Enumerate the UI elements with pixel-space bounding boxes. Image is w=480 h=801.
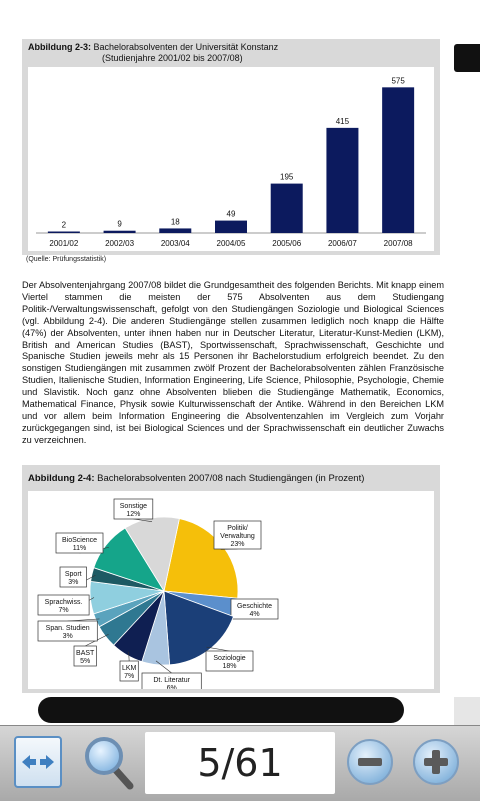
page-indicator[interactable] — [145, 732, 335, 794]
pie-label: Soziologie 18% — [213, 655, 245, 670]
bar-chart-area — [28, 67, 434, 251]
bar-value-label: 2 — [62, 221, 67, 230]
search-button[interactable] — [80, 732, 138, 794]
body-paragraph: Der Absolventenjahrgang 2007/08 bildet die Grundgesamtheit des folgenden Berichts. Mit knapp einem Viertel stammen die meisten der 575 Absolventen aus dem Studiengang Politik-/Verwaltungswissenschaft, gefolgt von den Studiengängen Soziologie und Biological Sciences (vgl. Abbildung 2-4). Die anderen Studiengänge stellen zusammen lediglich noch knapp die Hälfte (47%) der Absolventen, unter ihnen haben nur in Deutscher Literatur, Literatur-Kunst-Medien (LKM), British and American Studies (BAST), Sportwissenschaft, Sprachwissenschaft, Geschichte und Spanische Studien jeweils mehr als 15 Personen ihr Bachelorstudium erfolgreich beendet. Zu den sonstigen Studiengängen mit zusammen zwölf Prozent der Bachelorabsolventen zählen Französische Studien, Italienische Studien, Information Engineering, Life Science, Philosophie, Psychologie, Chemie und Slavistik. Noch ganz ohne Absolventen blieben die Studiengänge Mathematik, Economics, Mathematical Finance, Physik sowie Kulturwissenschaft der Antike. Während in den Bereichen LKM und vor allem beim Information Engineering die Absolventenzahlen im Vergleich zum Vorjahr zurückgegangen sind, ist bei Biological Sciences und der Sprachwissenschaft ein deutlicher Zuwachs zu verzeichnen. — [22, 280, 444, 447]
x-tick-label: 2001/02 — [49, 239, 78, 248]
bottom-toolbar — [0, 725, 480, 801]
zoom-in-icon — [410, 736, 462, 788]
bar-2007-08 — [382, 87, 414, 233]
page-number-text: 5/61 — [145, 732, 335, 794]
fit-width-button[interactable] — [14, 736, 62, 788]
fit-width-icon — [20, 750, 56, 774]
bar-value-label: 415 — [336, 117, 350, 126]
bar-chart — [28, 67, 434, 251]
bar-2001-02 — [48, 232, 80, 234]
bar-2003-04 — [159, 228, 191, 233]
pie-chart — [28, 491, 434, 689]
scroll-corner — [454, 697, 480, 725]
bar-value-label: 195 — [280, 173, 294, 182]
bar-2002-03 — [104, 231, 136, 233]
zoom-in-button[interactable] — [410, 736, 462, 788]
figure-2-4-frame — [22, 465, 440, 693]
figure-2-3-subtitle: (Studienjahre 2001/02 bis 2007/08) — [102, 53, 243, 64]
figure-2-4-label: Abbildung 2-4: — [28, 473, 95, 484]
pie-label: Sprachwiss. 7% — [45, 599, 83, 614]
pie-label: BAST 5% — [76, 650, 95, 665]
pie-label: Politik/ Verwaltung 23% — [220, 525, 255, 548]
zoom-out-icon — [344, 736, 396, 788]
bar-2004-05 — [215, 221, 247, 233]
pie-label: Span. Studien 3% — [46, 625, 90, 640]
bar-value-label: 18 — [171, 217, 180, 226]
zoom-out-button[interactable] — [344, 736, 396, 788]
horizontal-scrollbar[interactable] — [38, 697, 404, 723]
pie-chart-area — [28, 491, 434, 689]
bar-2005-06 — [271, 184, 303, 233]
figure-2-4-title-text: Bachelorabsolventen 2007/08 nach Studiengängen (in Prozent) — [97, 473, 364, 484]
pie-label: BioScience 11% — [62, 537, 97, 552]
x-tick-label: 2002/03 — [105, 239, 134, 248]
figure-2-3-label: Abbildung 2-3: — [28, 42, 91, 52]
x-tick-label: 2005/06 — [272, 239, 301, 248]
figure-2-3-source: (Quelle: Prüfungsstatistik) — [26, 256, 106, 263]
magnifier-icon — [80, 732, 138, 794]
x-tick-label: 2004/05 — [217, 239, 246, 248]
bar-value-label: 49 — [227, 210, 236, 219]
pie-label: Sport 3% — [65, 571, 82, 586]
pie-label: Sonstige 12% — [120, 503, 147, 518]
bar-value-label: 575 — [391, 76, 405, 85]
x-tick-label: 2006/07 — [328, 239, 357, 248]
side-tab-handle[interactable] — [454, 44, 480, 72]
pie-label: Geschichte 4% — [237, 603, 272, 618]
bar-2006-07 — [326, 128, 358, 233]
bar-value-label: 9 — [117, 220, 122, 229]
figure-2-3-frame — [22, 39, 440, 255]
figure-2-4-title — [28, 473, 364, 484]
pie-label: Dt. Literatur 6% — [153, 677, 190, 689]
x-tick-label: 2007/08 — [384, 239, 413, 248]
figure-2-3-title — [28, 42, 278, 53]
x-tick-label: 2003/04 — [161, 239, 190, 248]
figure-2-3-title-line1: Bachelorabsolventen der Universität Konstanz — [94, 42, 279, 52]
pie-label: LKM 7% — [122, 665, 137, 680]
